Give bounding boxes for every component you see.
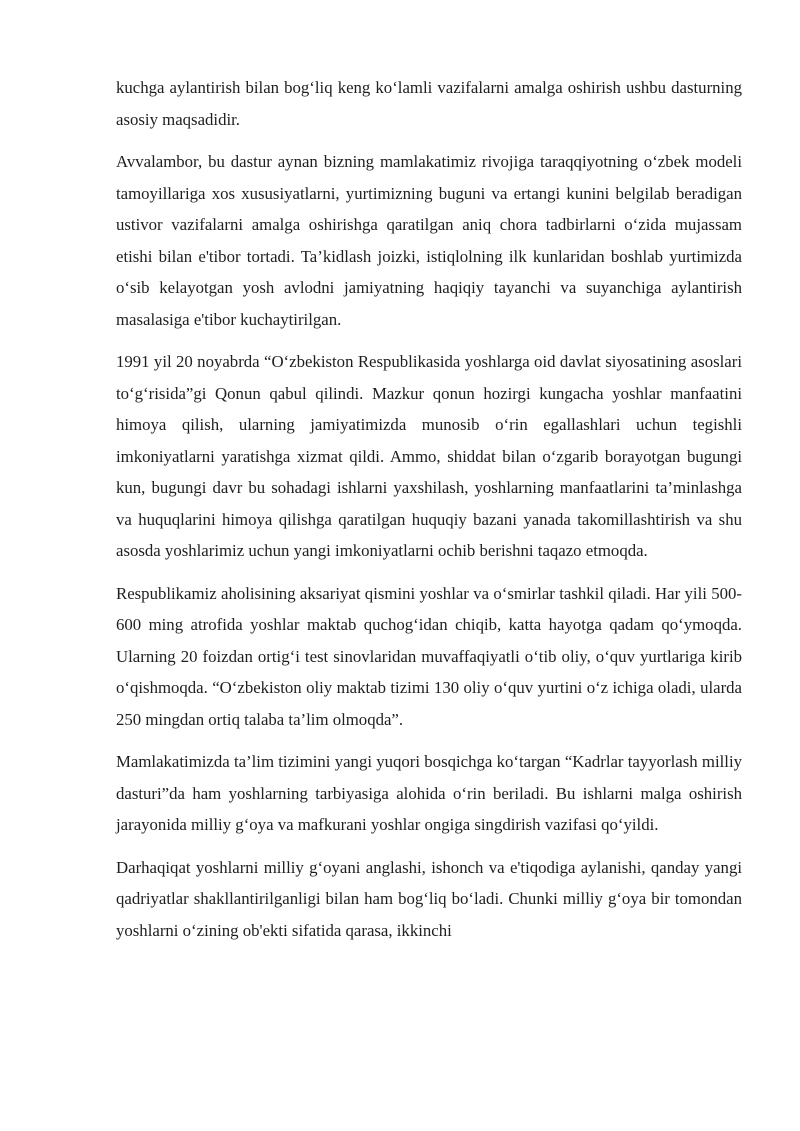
paragraph-4: Respublikamiz aholisining aksariyat qismini yoshlar va o‘smirlar tashkil qiladi. Har yili 500-600 ming atrofida yoshlar maktab quchog‘idan chiqib, katta hayotga qadam qo‘ymoqda. Ularning 20 foizdan ortig‘i test sinovlaridan muvaffaqiyatli o‘tib oliy, o‘quv yurtlariga kirib o‘qishmoqda. “O‘zbekiston oliy maktab tizimi 130 oliy o‘quv yurtini o‘z ichiga oladi, ularda 250 mingdan ortiq talaba ta’lim olmoqda”. [116,583,742,729]
paragraph-3: 1991 yil 20 noyabrda “O‘zbekiston Respublikasida yoshlarga oid davlat siyosatining asoslari to‘g‘risida”gi Qonun qabul qilindi. Mazkur qonun hozirgi kungacha yoshlar manfaatini himoya qilish, ularning jamiyatimizda munosib o‘rin egallashlari uchun tegishli imkoniyatlarni yaratishga xizmat qildi. Ammo, shiddat bilan o‘zgarib borayotgan bugungi kun, bugungi davr bu sohadagi ishlarni yaxshilash, yoshlarning manfaatlarini ta’minlashga va huquqlarini himoya qilishga qaratilgan huquqiy bazani yanada takomillashtirish va shu asosda yoshlarimiz uchun yangi imkoniyatlarni ochib berishni taqazo etmoqda. [116,352,742,560]
paragraph-2: Avvalambor, bu dastur aynan bizning mamlakatimiz rivojiga taraqqiyotning o‘zbek modeli tamoyillariga xos xususiyatlarni, yurtimizning buguni va ertangi kunini belgilab beradigan ustivor vazifalarni amalga oshirishga qaratilgan aniq chora tadbirlarni o‘zida mujassam etishi bilan e'tibor tortadi. Ta’kidlash joizki, istiqlolning ilk kunlaridan boshlab yurtimizda o‘sib kelayotgan yosh avlodni jamiyatning haqiqiy tayanchi va suyanchiga aylantirish masalasiga e'tibor kuchaytirilgan. [116,152,742,329]
paragraph-1: kuchga aylantirish bilan bog‘liq keng ko‘lamli vazifalarni amalga oshirish ushbu dasturning asosiy maqsadidir. [116,78,742,129]
paragraph-6: Darhaqiqat yoshlarni milliy g‘oyani anglashi, ishonch va e'tiqodiga aylanishi, qanday yangi qadriyatlar shakllantirilganligi bilan ham bog‘liq bo‘ladi. Chunki milliy g‘oya bir tomondan yoshlarni o‘zining ob'ekti sifatida qarasa, ikkinchi [116,857,742,940]
paragraph-5: Mamlakatimizda ta’lim tizimini yangi yuqori bosqichga ko‘targan “Kadrlar tayyorlash milliy dasturi”da ham yoshlarning tarbiyasiga alohida o‘rin beriladi. Bu ishlarni malga oshirish jarayonida milliy g‘oya va mafkurani yoshlar ongiga singdirish vazifasi qo‘yildi. [116,752,742,834]
document-body [116,72,742,957]
